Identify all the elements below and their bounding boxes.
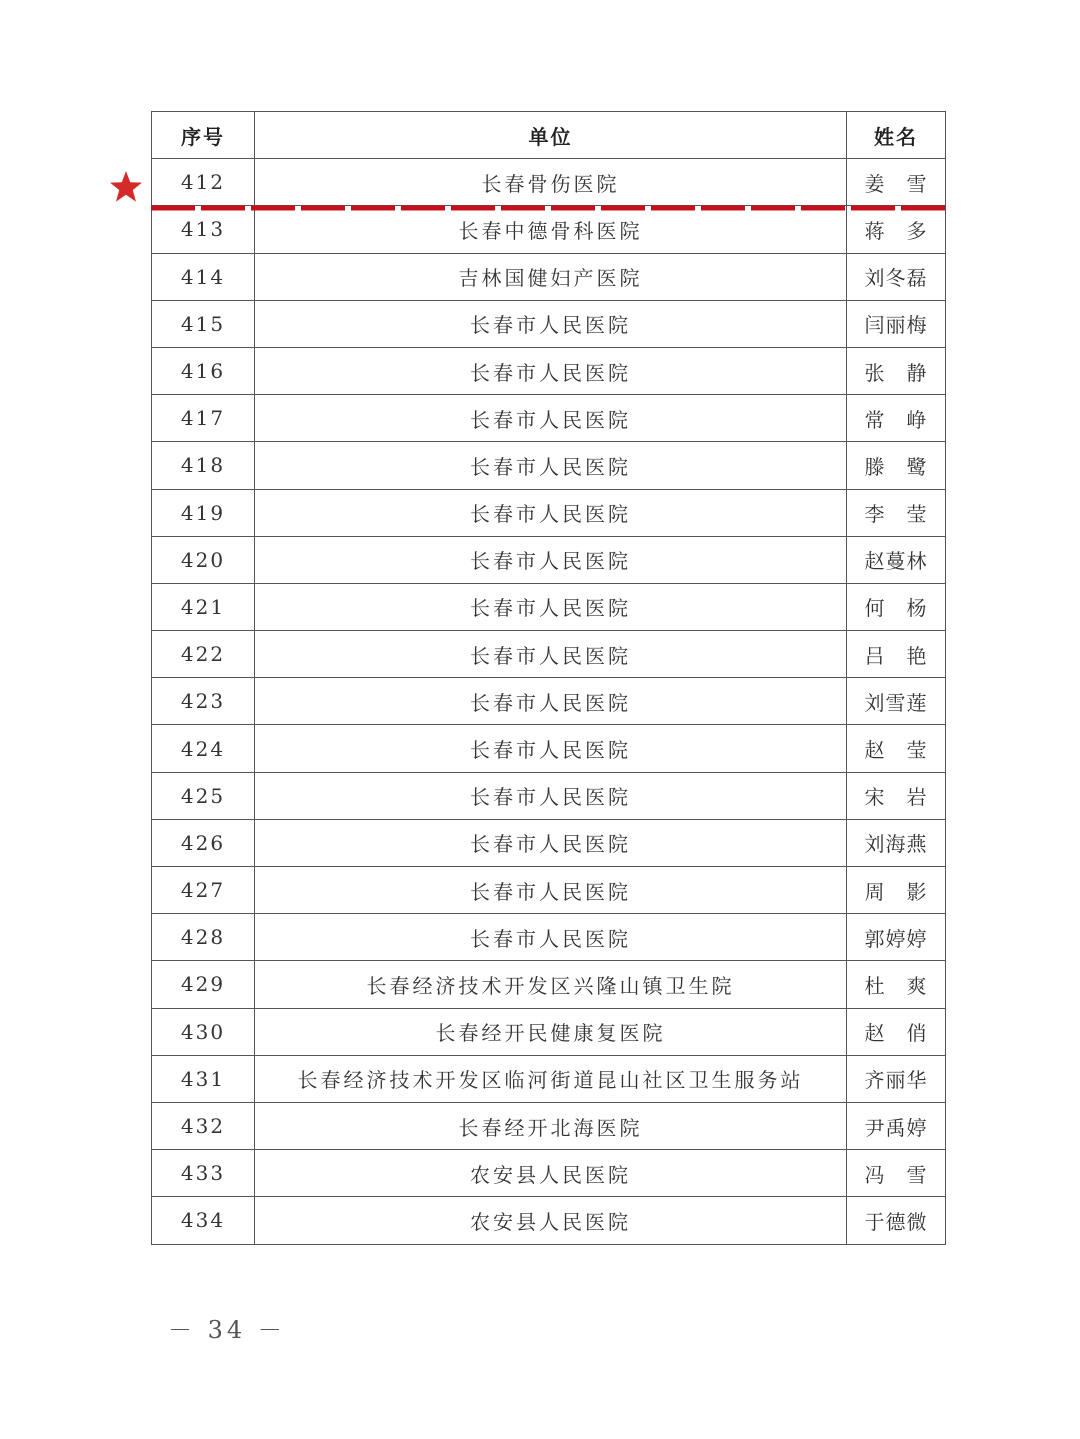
- table-row: [152, 631, 946, 678]
- name-cell: 张 静: [847, 347, 946, 394]
- name-cell: 赵 俏: [847, 1008, 946, 1055]
- table-row: [152, 867, 946, 914]
- table-row: [152, 206, 946, 253]
- name-cell: 刘雪莲: [847, 678, 946, 725]
- name-cell: 尹禹婷: [847, 1102, 946, 1149]
- unit-cell: 长春经开民健康复医院: [255, 1008, 847, 1055]
- header-seq: 序号: [152, 112, 255, 159]
- unit-cell: 长春市人民医院: [255, 867, 847, 914]
- name-cell: 赵蔓林: [847, 536, 946, 583]
- unit-cell: 吉林国健妇产医院: [255, 253, 847, 300]
- unit-cell: 农安县人民医院: [255, 1150, 847, 1197]
- unit-cell: 长春市人民医院: [255, 725, 847, 772]
- seq-cell: 419: [152, 489, 255, 536]
- seq-cell: 420: [152, 536, 255, 583]
- name-cell: 于德微: [847, 1197, 946, 1244]
- seq-cell: 416: [152, 347, 255, 394]
- seq-cell: 434: [152, 1197, 255, 1244]
- seq-cell: 432: [152, 1102, 255, 1149]
- unit-cell: 长春骨伤医院: [255, 159, 847, 206]
- table-row: [152, 536, 946, 583]
- name-cell: 闫丽梅: [847, 300, 946, 347]
- unit-cell: 长春市人民医院: [255, 772, 847, 819]
- table-row: [152, 1008, 946, 1055]
- table-row: [152, 1102, 946, 1149]
- table-row: [152, 961, 946, 1008]
- name-cell: 刘冬磊: [847, 253, 946, 300]
- seq-cell: 421: [152, 583, 255, 630]
- name-cell: 蒋 多: [847, 206, 946, 253]
- table-body: [152, 159, 946, 1244]
- table-row: [152, 678, 946, 725]
- table-row: [152, 395, 946, 442]
- unit-cell: 长春经济技术开发区临河街道昆山社区卫生服务站: [255, 1055, 847, 1102]
- table-row: [152, 300, 946, 347]
- unit-cell: 长春市人民医院: [255, 489, 847, 536]
- unit-cell: 长春市人民医院: [255, 442, 847, 489]
- unit-cell: 长春市人民医院: [255, 914, 847, 961]
- table-header-row: [152, 112, 946, 159]
- name-cell: 郭婷婷: [847, 914, 946, 961]
- name-cell: 滕 鹭: [847, 442, 946, 489]
- seq-cell: 423: [152, 678, 255, 725]
- table-row: [152, 253, 946, 300]
- unit-cell: 长春市人民医院: [255, 819, 847, 866]
- table-row: [152, 725, 946, 772]
- seq-cell: 424: [152, 725, 255, 772]
- table-row: [152, 914, 946, 961]
- seq-cell: 427: [152, 867, 255, 914]
- unit-cell: 长春市人民医院: [255, 395, 847, 442]
- table-row: [152, 1055, 946, 1102]
- unit-cell: 长春市人民医院: [255, 678, 847, 725]
- unit-cell: 长春市人民医院: [255, 536, 847, 583]
- table-row: [152, 347, 946, 394]
- seq-cell: 413: [152, 206, 255, 253]
- table-row: [152, 772, 946, 819]
- table-row: [152, 583, 946, 630]
- unit-cell: 长春经济技术开发区兴隆山镇卫生院: [255, 961, 847, 1008]
- header-unit: 单位: [255, 112, 847, 159]
- table-row: [152, 1197, 946, 1244]
- unit-cell: 长春经开北海医院: [255, 1102, 847, 1149]
- name-cell: 杜 爽: [847, 961, 946, 1008]
- seq-cell: 430: [152, 1008, 255, 1055]
- name-cell: 吕 艳: [847, 631, 946, 678]
- name-cell: 刘海燕: [847, 819, 946, 866]
- seq-cell: 417: [152, 395, 255, 442]
- seq-cell: 412: [152, 159, 255, 206]
- highlight-dashed-line: [151, 205, 945, 211]
- name-cell: 常 峥: [847, 395, 946, 442]
- seq-cell: 425: [152, 772, 255, 819]
- seq-cell: 431: [152, 1055, 255, 1102]
- table-row: [152, 819, 946, 866]
- unit-cell: 长春市人民医院: [255, 300, 847, 347]
- unit-cell: 长春中德骨科医院: [255, 206, 847, 253]
- name-cell: 赵 莹: [847, 725, 946, 772]
- name-cell: 姜 雪: [847, 159, 946, 206]
- page-number: － 34 －: [168, 1316, 286, 1344]
- seq-cell: 426: [152, 819, 255, 866]
- unit-cell: 长春市人民医院: [255, 583, 847, 630]
- seq-cell: 429: [152, 961, 255, 1008]
- name-cell: 齐丽华: [847, 1055, 946, 1102]
- seq-cell: 422: [152, 631, 255, 678]
- roster-table: [151, 111, 946, 1245]
- star-icon: [108, 169, 144, 205]
- table-row: [152, 442, 946, 489]
- unit-cell: 长春市人民医院: [255, 631, 847, 678]
- seq-cell: 414: [152, 253, 255, 300]
- name-cell: 冯 雪: [847, 1150, 946, 1197]
- table-row: [152, 1150, 946, 1197]
- seq-cell: 433: [152, 1150, 255, 1197]
- table-row: [152, 489, 946, 536]
- table-row: [152, 159, 946, 206]
- star-shape: [110, 171, 142, 202]
- name-cell: 何 杨: [847, 583, 946, 630]
- name-cell: 宋 岩: [847, 772, 946, 819]
- seq-cell: 415: [152, 300, 255, 347]
- unit-cell: 长春市人民医院: [255, 347, 847, 394]
- seq-cell: 428: [152, 914, 255, 961]
- name-cell: 李 莹: [847, 489, 946, 536]
- seq-cell: 418: [152, 442, 255, 489]
- name-cell: 周 影: [847, 867, 946, 914]
- unit-cell: 农安县人民医院: [255, 1197, 847, 1244]
- header-name: 姓名: [847, 112, 946, 159]
